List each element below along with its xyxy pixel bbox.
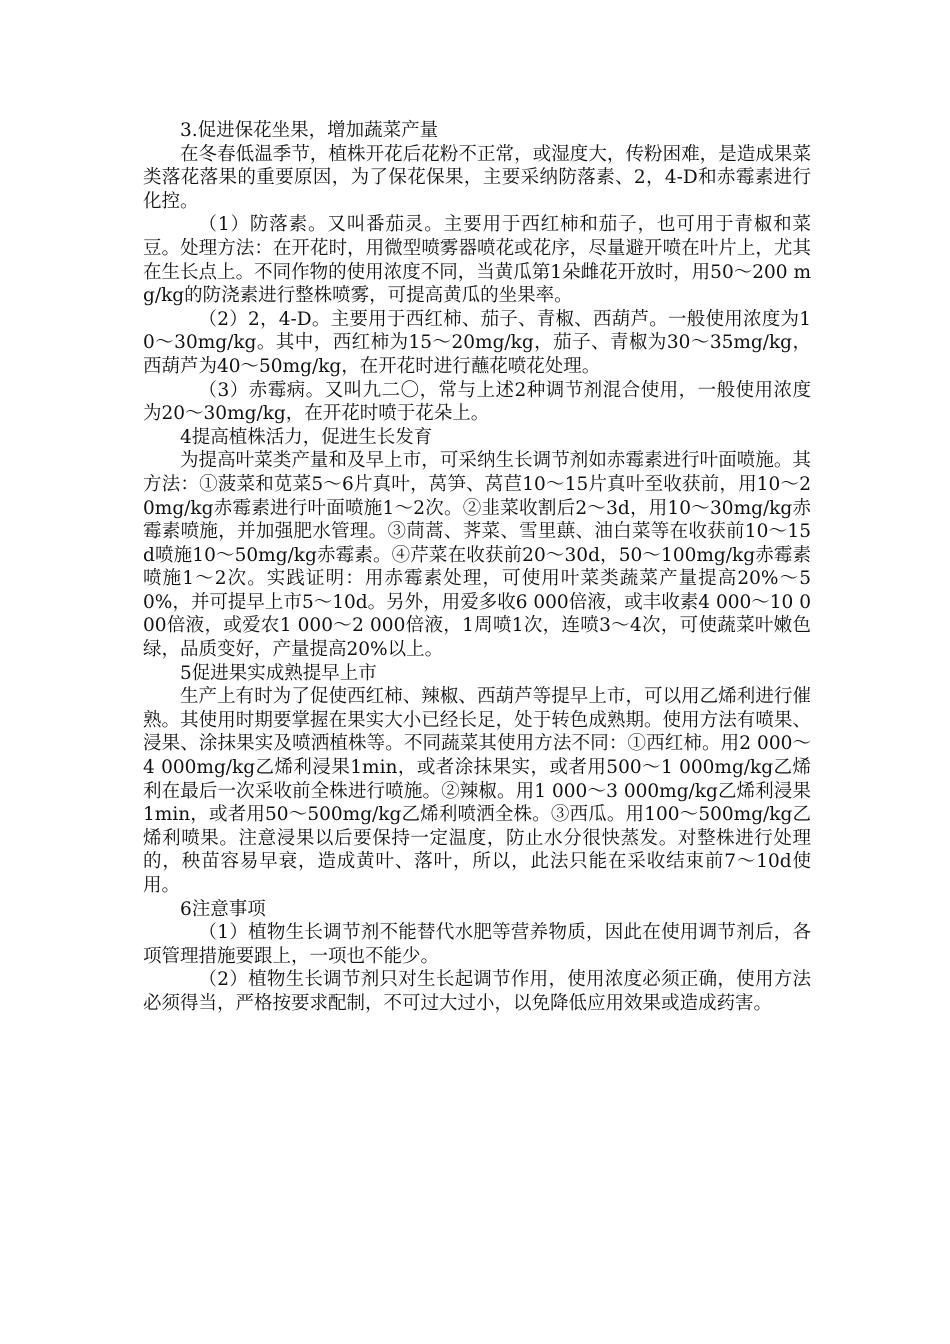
section-heading-3: 3.促进保花坐果，增加蔬菜产量 [180,120,439,141]
section-heading-4: 4提高植株活力，促进生长发育 [180,426,433,448]
paragraph-note-2: （2）植物生长调节剂只对生长起调节作用，使用浓度必须正确，使用方法必须得当，严格按要求配制，不可过大过小，以免降低应用效果或造成药害。 [143,969,811,1014]
paragraph-item-3: （3）赤霉病。又叫九二〇，常与上述2种调节剂混合使用，一般使用浓度为20～30mg/kg，在开花时喷于花朵上。 [143,379,811,425]
section-heading-5: 5促进果实成熟提早上市 [180,662,377,684]
document-body [143,119,811,1016]
paragraph-note-1: （1）植物生长调节剂不能替代水肥等营养物质，因此在使用调节剂后，各项管理措施要跟上，一项也不能少。 [143,922,811,967]
paragraph-item-2: （2）2，4-D。主要用于西红柿、茄子、青椒、西葫芦。一般使用浓度为10～30mg/kg。其中，西红柿为15～20mg/kg，茄子、青椒为30～35mg/kg，西葫芦为40～50mg/kg，在开花时进行蘸花喷花处理。 [143,308,811,377]
paragraph-item-1: （1）防落素。又叫番茄灵。主要用于西红柿和茄子，也可用于青椒和菜豆。处理方法：在开花时，用微型喷雾器喷花或花序，尽量避开喷在叶片上，尤其在生长点上。不同作物的使用浓度不同，当黄瓜第1朵雌花开放时，用50～200 mg/kg的防浇素进行整株喷雾，可提高黄瓜的坐果率。 [143,214,811,307]
paragraph: 为提高叶菜类产量和及早上市，可采纳生长调节剂如赤霉素进行叶面喷施。其方法：①菠菜和苋菜5～6片真叶，莴笋、莴苣10～15片真叶至收获前，用10～20mg/kg赤霉素进行叶面喷施1～2次。②韭菜收割后2～3d，用10～30mg/kg赤霉素喷施，并加强肥水管理。③茼蒿、荠菜、雪里蕻、油白菜等在收获前10～15d喷施10～50mg/kg赤霉素。④芹菜在收获前20～30d，50～100mg/kg赤霉素喷施1～2次。实践证明：用赤霉素处理，可使用叶菜类蔬菜产量提高20%～50%，并可提早上市5～10d。另外，用爱多收6 000倍液，或丰收素4 000～10 000倍液，或爱农1 000～2 000倍液，1周喷1次，连喷3～4次，可使蔬菜叶嫩色绿，品质变好，产量提高20%以上。 [143,450,811,661]
paragraph: 在冬春低温季节，植株开花后花粉不正常，或湿度大，传粉困难，是造成果菜类落花落果的重要原因，为了保花保果，主要采纳防落素、2，4-D和赤霉素进行化控。 [143,143,811,212]
paragraph: 生产上有时为了促使西红柿、辣椒、西葫芦等提早上市，可以用乙烯利进行催熟。其使用时期要掌握在果实大小已经长足，处于转色成熟期。使用方法有喷果、浸果、涂抹果实及喷洒植株等。不同蔬菜其使用方法不同：①西红柿。用2 000～4 000mg/kg乙烯利浸果1min，或者涂抹果实，或者用500～1 000mg/kg乙烯利在最后一次采收前全株进行喷施。②辣椒。用1 000～3 000mg/kg乙烯利浸果1min，或者用50～500mg/kg乙烯利喷洒全株。③西瓜。用100～500mg/kg乙烯利喷果。注意浸果以后要保持一定温度，防止水分很快蒸发。对整株进行处理的，秧苗容易早衰，造成黄叶、落叶，所以，此法只能在采收结束前7～10d使用。 [143,686,811,896]
section-heading-6: 6注意事项 [180,898,266,920]
